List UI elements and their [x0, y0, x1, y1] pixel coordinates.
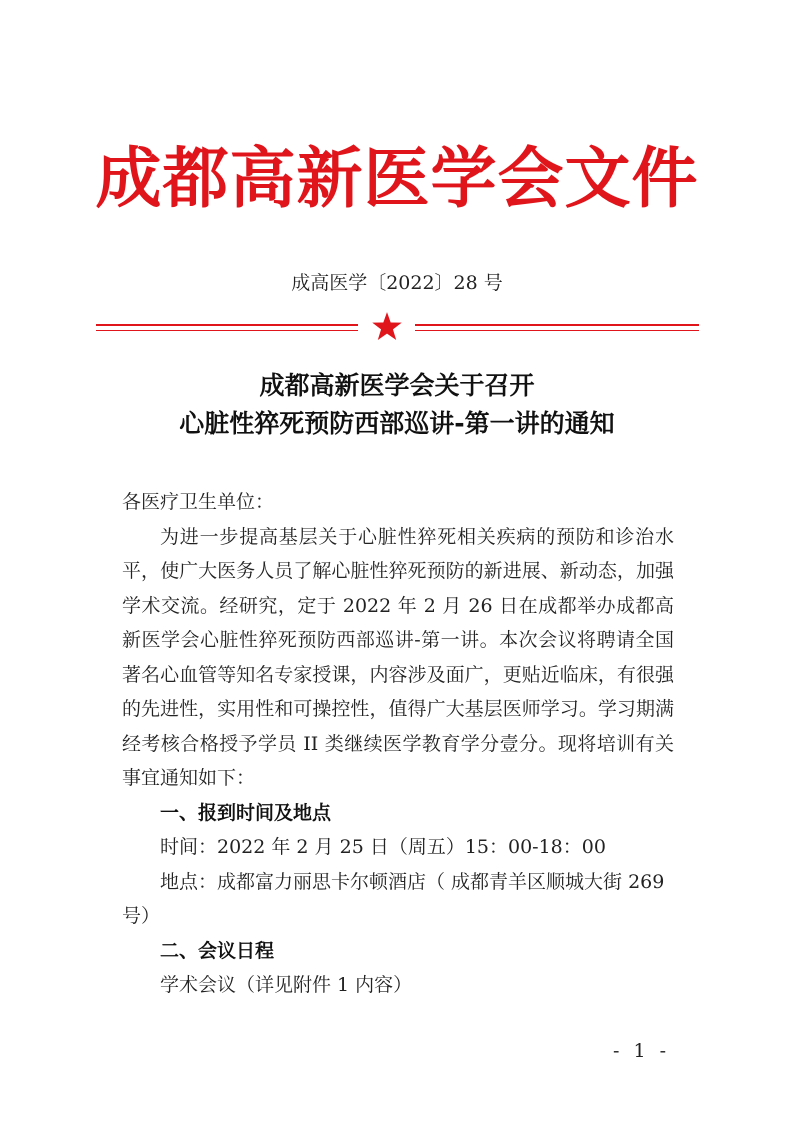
divider-line-left-secondary	[96, 330, 358, 331]
intro-paragraph: 为进一步提高基层关于心脏性猝死相关疾病的预防和诊治水平，使广大医务人员了解心脏性猝死预防的新进展、新动态，加强学术交流。经研究，定于 2022 年 2 月 26 日在成都举办成都高新医学会心脏性猝死预防西部巡讲-第一讲。本次会议将聘请全国著名心血管等知名专家授课，内容涉及面广，更贴近临床，有很强的先进性，实用性和可操控性，值得广大基层医师学习。学习期满经考核合格授予学员 II 类继续医学教育学分壹分。现将培训有关事宜通知如下：	[122, 525, 674, 789]
notice-title-line-1: 成都高新医学会关于召开	[259, 371, 535, 400]
section-heading-registration: 一、报到时间及地点	[160, 801, 332, 824]
notice-body	[122, 485, 674, 1003]
page-number: - 1 -	[612, 1040, 670, 1062]
document-number: 成高医学〔2022〕28 号	[291, 272, 503, 294]
registration-time: 时间：2022 年 2 月 25 日（周五）15：00-18：00	[160, 836, 606, 858]
registration-location: 地点：成都富力丽思卡尔顿酒店（ 成都青羊区顺城大街 269 号）	[122, 870, 665, 927]
star-icon	[370, 310, 404, 344]
section-heading-agenda: 二、会议日程	[160, 939, 275, 962]
salutation: 各医疗卫生单位：	[122, 491, 275, 513]
divider-line-right	[415, 324, 699, 326]
divider-line-left	[96, 324, 358, 326]
document-masthead: 成都高新医学会文件	[95, 139, 699, 217]
agenda-line: 学术会议（详见附件 1 内容）	[160, 974, 413, 996]
divider-line-right-secondary	[415, 330, 699, 331]
notice-title-line-2: 心脏性猝死预防西部巡讲-第一讲的通知	[179, 409, 615, 438]
